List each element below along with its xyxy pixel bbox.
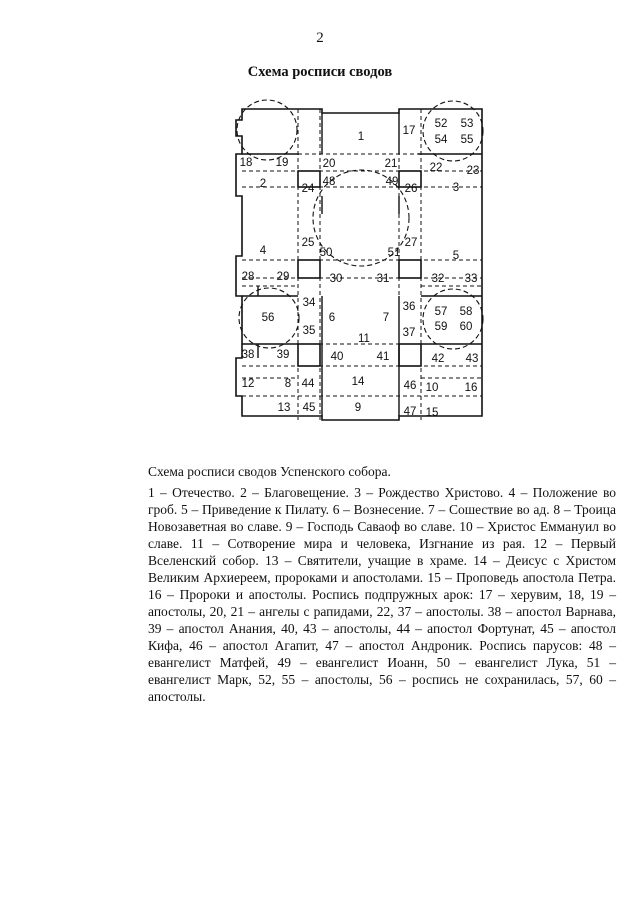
plan-label-14: 14 — [351, 376, 365, 389]
vault-plan-diagram — [228, 96, 492, 437]
plan-label-50: 50 — [319, 247, 333, 260]
plan-label-21: 21 — [384, 158, 398, 171]
plan-label-38: 38 — [241, 349, 255, 362]
plan-label-4: 4 — [259, 245, 267, 258]
plan-label-6: 6 — [328, 312, 336, 325]
plan-label-44: 44 — [301, 378, 315, 391]
plan-label-12: 12 — [241, 378, 255, 391]
plan-label-25: 25 — [301, 237, 315, 250]
plan-label-23: 23 — [466, 165, 480, 178]
plan-label-28: 28 — [241, 271, 255, 284]
plan-label-33: 33 — [464, 273, 478, 286]
plan-label-57: 57 — [434, 306, 448, 319]
plan-label-19: 19 — [275, 157, 289, 170]
plan-label-3: 3 — [452, 182, 460, 195]
plan-label-59: 59 — [434, 321, 448, 334]
plan-label-11: 11 — [358, 333, 370, 346]
plan-label-16: 16 — [464, 382, 478, 395]
plan-labels — [240, 118, 480, 419]
plan-label-7: 7 — [382, 312, 390, 325]
plan-label-51: 51 — [387, 247, 401, 260]
plan-label-29: 29 — [276, 271, 290, 284]
page-title: Схема росписи сводов — [247, 64, 393, 80]
pier — [298, 260, 320, 278]
dome-ne — [423, 101, 483, 161]
plan-label-42: 42 — [431, 353, 445, 366]
figure-caption: Схема росписи сводов Успенского собора. — [148, 464, 391, 479]
plan-label-47: 47 — [403, 406, 417, 419]
plan-label-56: 56 — [261, 312, 275, 325]
page-number: 2 — [316, 30, 324, 46]
plan-label-31: 31 — [376, 273, 390, 286]
plan-label-37: 37 — [402, 327, 416, 340]
pier — [298, 344, 320, 366]
plan-label-9: 9 — [354, 402, 362, 415]
legend-text: 1 – Отечество. 2 – Благовещение. 3 – Рождество Христово. 4 – Положение во гроб. 5 – Приведение к Пилату. 6 – Вознесение. 7 – Сошествие во ад. 8 – Троица Новозаветная во славе. 9 – Господь Саваоф во славе. 10 – Христос Еммануил во славе. 11 – Сотворение мира и человека, Изгнание из рая. 12 – Первый Вселенский собор. 13 – Святители, учащие в храме. 14 – Деисус с Христом Великим Архиереем, пророками и апостолами. 15 – Проповедь апостола Петра. 16 – Пророки и апостолы. Роспись подпружных арок: 17 – херувим, 18, 19 – апостолы, 20, 21 – ангелы с рапидами, 22, 37 – апостолы. 38 – апостол Варнава, 39 – апостол Анания, 40, 43 – апостолы, 44 – апостол Фортунат, 45 – апостол Кифа, 46 – апостол Агапит, 47 – апостол Андроник. Роспись парусов: 48 – евангелист Матфей, 49 – евангелист Иоанн, 50 – евангелист Лука, 51 – евангелист Марк, 52, 55 – апостолы, 56 – роспись не сохранилась, 57, 60 – апостолы. — [148, 485, 616, 704]
plan-label-32: 32 — [431, 273, 445, 286]
plan-label-22: 22 — [429, 162, 443, 175]
plan-label-24: 24 — [301, 183, 315, 196]
plan-label-5: 5 — [452, 250, 460, 263]
plan-label-52: 52 — [434, 118, 448, 131]
pier — [399, 260, 421, 278]
plan-label-1: 1 — [357, 131, 365, 144]
vault-plan-svg — [228, 96, 492, 432]
plan-label-55: 55 — [460, 134, 474, 147]
plan-outline — [236, 109, 482, 420]
plan-label-49: 49 — [385, 176, 399, 189]
plan-label-58: 58 — [459, 306, 473, 319]
plan-label-18: 18 — [239, 157, 253, 170]
plan-label-41: 41 — [376, 351, 390, 364]
plan-label-17: 17 — [402, 125, 416, 138]
plan-label-54: 54 — [434, 134, 448, 147]
plan-label-34: 34 — [302, 297, 316, 310]
plan-label-45: 45 — [302, 402, 316, 415]
plan-label-36: 36 — [402, 301, 416, 314]
plan-label-8: 8 — [284, 378, 292, 391]
plan-label-15: 15 — [425, 407, 439, 420]
plan-label-10: 10 — [425, 382, 439, 395]
plan-label-46: 46 — [403, 380, 417, 393]
plan-label-2: 2 — [259, 178, 267, 191]
plan-label-26: 26 — [404, 183, 418, 196]
pier — [399, 344, 421, 366]
plan-label-13: 13 — [277, 402, 291, 415]
plan-label-39: 39 — [276, 349, 290, 362]
plan-label-60: 60 — [459, 321, 473, 334]
dome-se — [423, 289, 483, 349]
plan-label-35: 35 — [302, 325, 316, 338]
plan-label-40: 40 — [330, 351, 344, 364]
plan-label-30: 30 — [329, 273, 343, 286]
plan-label-20: 20 — [322, 158, 336, 171]
plan-label-48: 48 — [322, 176, 336, 189]
plan-label-27: 27 — [404, 237, 418, 250]
plan-label-43: 43 — [465, 353, 479, 366]
plan-label-53: 53 — [460, 118, 474, 131]
